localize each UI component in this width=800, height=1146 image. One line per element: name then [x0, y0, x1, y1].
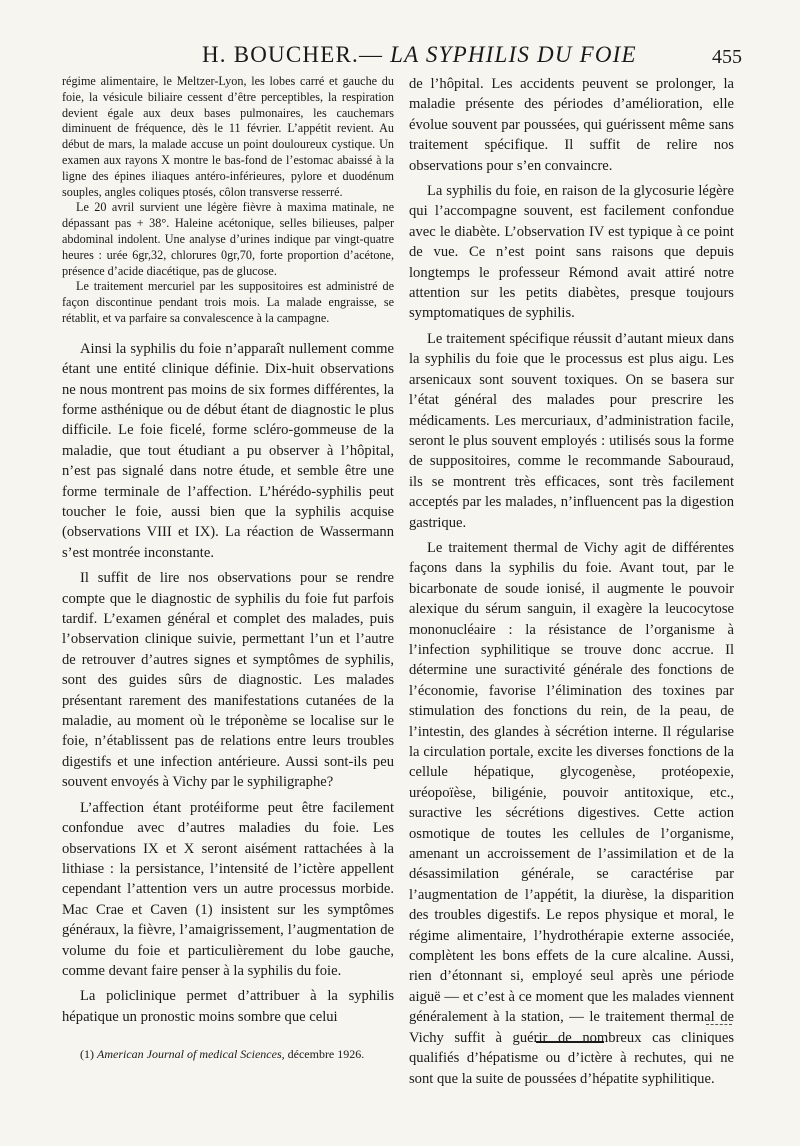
end-rule: [536, 1041, 604, 1043]
body-text-right: [409, 74, 734, 1089]
body-paragraph: Le traitement spécifique réussit d’autant mieux dans la syphilis du foie que le processus est plus aigu. Les arsenicaux sont souvent toxiques. On se basera sur l’état général des malades pour prescrire les médicaments. Les mercuriaux, d’administration facile, seront le plus souvent employés : utilisés sous la forme de suppositoires, comme le recommande Sabouraud, ils se montrent très efficaces, sont très facilement acceptés par les malades, n’influencent pas la digestion gastrique.: [409, 330, 734, 531]
ink-mark: [706, 1024, 732, 1025]
right-column: [409, 74, 734, 1094]
header-title: LA SYPHILIS DU FOIE: [390, 42, 637, 67]
body-paragraph: de l’hôpital. Les accidents peuvent se prolonger, la maladie présente des périodes d’amélioration, elle évolue souvent par poussées, qui guérissent même sans traitement spécifique. Il suffit de relire nos observations pour s’en convaincre.: [409, 76, 734, 174]
body-paragraph: La policlinique permet d’attribuer à la syphilis hépatique un pronostic moins sombre que celui: [62, 988, 394, 1025]
body-paragraph: Le traitement thermal de Vichy agit de différentes façons dans la syphilis du foie. Avant tout, par le bicarbonate de soude ionisé, il augmente le pouvoir alexique du sérum sanguin, il exagère la leucocytose mononucléaire : la résistance de l’organisme à l’infection syphilitique se trouve donc accrue. Il détermine une suractivité générale des fonctions de l’économie, favorise l’élimination des toxines par stimulation des fonctions du rein, de la peau, de l’intestin, des glandes à sécrétion interne. Il régularise la circulation portale, excite les diverses fonctions de la cellule hépatique, glycogenèse, protéopexie, uréopoïèse, biligénie, pouvoir antitoxique, etc., suractive les sécrétions digestives. Cette action osmotique de toutes les cellules de l’organisme, amenant un accroissement de l’assimilation et de la désassimilation générale, se caractérise par l’augmentation de l’appétit, la diurèse, la disparition des troubles digestifs. Le repos physique et moral, le régime alimentaire, l’hydrothérapie externe associée, complètent les bons effets de la cure alcaline. Aussi, rien d’étonnant si, employé seul après une période aiguë — et c’est à ce moment que les malades viennent généralement à la station, — le traitement thermal de Vichy suffit à guérir de nombreux cas cliniques qualifiés d’hépatisme ou d’ictère à rechutes, qui ne sont que la suite de poussées d’hépatite syphilitique.: [409, 539, 734, 1087]
running-header: [0, 38, 800, 78]
section-gap: [62, 327, 394, 339]
body-paragraph: La syphilis du foie, en raison de la glycosurie légère qui l’accompagne souvent, est facilement confondue avec le diabète. L’observation IV est typique à ce point de vue. Ce n’est point sans raisons que depuis longtemps le professeur Rémond avait attiré notre attention sur les petits diabètes, presque toujours symptomatiques de syphilis.: [409, 183, 734, 322]
body-text-left: [62, 339, 394, 1027]
body-paragraph: L’affection étant protéiforme peut être facilement confondue avec d’autres maladies du foie. Les observations IX et X seront aisément rattachées à la lithiase : la persistance, l’intensité de l’ictère appellent cependant l’attention vers un autre processus morbide. Mac Crae et Caven (1) insistent sur les symptômes généraux, la fièvre, l’amaigrissement, l’augmentation de volume du foie et particulièrement du lobe gauche, comme devant faire penser à la syphilis du foie.: [62, 799, 394, 979]
footnote: [80, 1047, 400, 1062]
observation-paragraph: Le traitement mercuriel par les suppositoires est administré de façon discontinue pendant trois mois. La malade engraisse, se rétablit, et va parfaire sa convalescence à la campagne.: [62, 279, 394, 325]
footnote-journal: American Journal of medical Sciences,: [97, 1047, 285, 1061]
running-head: [202, 42, 637, 68]
footnote-date: décembre 1926.: [287, 1047, 365, 1061]
observation-paragraph: Le 20 avril survient une légère fièvre à maxima matinale, ne dépassant pas + 38°. Haleine acétonique, selles bilieuses, palper abdominal indolent. Une analyse d’urines indique par vingt-quatre heures : urée 6gr,32, chlorures 0gr,70, forte proportion d’acétone, présence d’acide diacétique, pas de glucose.: [62, 200, 394, 278]
observation-paragraph: régime alimentaire, le Meltzer-Lyon, les lobes carré et gauche du foie, la vésicule biliaire cessent d’être perceptibles, la respiration devient égale aux deux bases pulmonaires, les cauchemars diminuent de fréquence, dès le 11 février. L’appétit revient. Au début de mars, la malade accuse un point douloureux cystique. Un examen aux rayons X montre le bas-fond de l’estomac abaissé à la ligne des épines iliaques antéro-inférieures, pylore et duodénum souples, angles coliques ptosés, côlon transverse resserré.: [62, 74, 394, 199]
observation-text: [62, 74, 394, 327]
left-column: [62, 74, 394, 1032]
header-author: H. BOUCHER.—: [202, 42, 384, 67]
body-paragraph: Ainsi la syphilis du foie n’apparaît nullement comme étant une entité clinique définie. Dix-huit observations ne nous montrent pas moins de six formes différentes, la forme asthénique ou de début étant de diagnostic le plus difficile. Le foie ficelé, forme scléro-gommeuse de la maladie, que tout étudiant a pu observer à l’hôpital, n’est pas signalé dans notre étude, et semble être une forme terminale de l’affection. L’hérédo-syphilis peut toucher le foie, aussi bien que la syphilis acquise (observations VIII et IX). La réaction de Wassermann s’est montrée inconstante.: [62, 340, 394, 561]
footnote-marker: (1): [80, 1047, 94, 1061]
body-paragraph: Il suffit de lire nos observations pour se rendre compte que le diagnostic de syphilis du foie fut parfois tardif. L’examen général et complet des malades, puis l’observation clinique suivie, permettant l’un et l’autre de retrouver d’autres signes et symptômes de syphilis, sont des guides sûrs de diagnostic. Les malades présentant rarement des manifestations cutanées de la maladie, au moment où le tréponème se localise sur le foie, n’établissent pas de relations entre leurs troubles digestifs et une infection antérieure. Aussi sont-ils peu souvent envoyés à Vichy par le syphiligraphe?: [62, 570, 394, 791]
page-number: 455: [712, 46, 742, 68]
